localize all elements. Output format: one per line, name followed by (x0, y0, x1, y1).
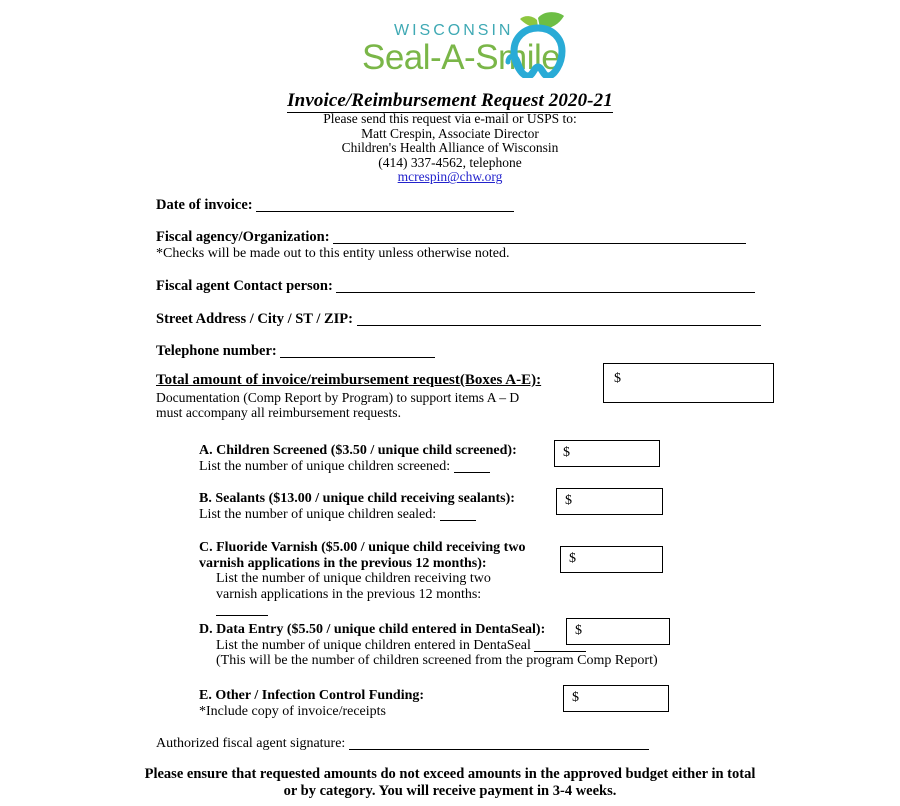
item-d-heading: D. Data Entry ($5.50 / unique child entered in DentaSeal): (199, 622, 546, 637)
fiscal-agency-note: *Checks will be made out to this entity unless otherwise noted. (156, 246, 510, 261)
total-note-line-2: must accompany all reimbursement requests. (156, 405, 401, 421)
date-of-invoice-input[interactable] (256, 211, 514, 212)
item-c-currency-symbol: $ (569, 551, 576, 566)
date-of-invoice-label: Date of invoice: (156, 197, 253, 213)
field-address (156, 311, 761, 328)
page-title (0, 90, 900, 112)
contact-instruction: Please send this request via e-mail or USPS to: (323, 111, 577, 126)
item-a-amount-box[interactable] (554, 440, 660, 467)
item-b-sub-label: List the number of unique children sealed: (199, 506, 437, 522)
item-e-amount-box[interactable] (563, 685, 669, 712)
item-d-count-input[interactable] (534, 651, 586, 652)
item-e-heading: E. Other / Infection Control Funding: (199, 688, 425, 703)
item-a-count-input[interactable] (454, 472, 490, 473)
total-amount-heading: Total amount of invoice/reimbursement request(Boxes A-E): (156, 372, 542, 388)
item-b-count-input[interactable] (440, 520, 476, 521)
logo-brand-text: Seal-A-Smile (362, 38, 561, 77)
item-b-subline (199, 507, 515, 523)
item-b (199, 491, 515, 522)
signature-input[interactable] (349, 749, 649, 750)
fiscal-agency-label: Fiscal agency/Organization: (156, 229, 330, 245)
item-b-amount-box[interactable] (556, 488, 663, 515)
closing-line-2: or by category. You will receive payment in 3-4 weeks. (283, 783, 617, 799)
item-a-subline (199, 459, 517, 475)
item-e-currency-symbol: $ (572, 690, 579, 705)
field-date-of-invoice (156, 197, 514, 214)
signature-label: Authorized fiscal agent signature: (156, 736, 346, 751)
item-b-currency-symbol: $ (565, 493, 572, 508)
item-c-sub-label: List the number of unique children receiving two varnish applications in the previous 12 months: (216, 571, 491, 602)
item-a-sub-label: List the number of unique children screened: (199, 458, 451, 474)
page-title-text: Invoice/Reimbursement Request 2020-21 (287, 90, 613, 111)
contact-person-input[interactable] (336, 292, 755, 293)
total-amount-box[interactable] (603, 363, 774, 403)
closing-line-1: Please ensure that requested amounts do not exceed amounts in the approved budget either in total (144, 766, 756, 782)
item-a-heading: A. Children Screened ($3.50 / unique child screened): (199, 443, 517, 458)
item-d-note: (This will be the number of children screened from the program Comp Report) (216, 653, 658, 669)
item-c-amount-box[interactable] (560, 546, 663, 573)
item-c-subline (199, 571, 516, 618)
item-c (199, 540, 544, 618)
item-c-heading: C. Fluoride Varnish ($5.00 / unique child receiving two varnish applications in the previous 12 months): (199, 540, 526, 571)
total-amount-note (156, 390, 519, 421)
item-d-sub-label: List the number of unique children entered in DentaSeal (216, 637, 531, 653)
seal-a-smile-logo (362, 12, 572, 80)
address-input[interactable] (357, 325, 761, 326)
field-contact-person (156, 278, 755, 295)
address-label: Street Address / City / ST / ZIP: (156, 311, 353, 327)
fiscal-agency-input[interactable] (333, 243, 746, 244)
item-c-count-input[interactable] (216, 615, 268, 616)
item-e-subline: *Include copy of invoice/receipts (199, 703, 386, 719)
item-a (199, 443, 517, 474)
contact-block (0, 112, 900, 185)
contact-name: Matt Crespin, Associate Director (361, 125, 539, 141)
closing-notice (0, 766, 900, 800)
telephone-label: Telephone number: (156, 343, 277, 359)
item-d-currency-symbol: $ (575, 623, 582, 638)
contact-organization: Children's Health Alliance of Wisconsin (341, 140, 559, 156)
item-e (199, 688, 424, 719)
total-note-line-1: Documentation (Comp Report by Program) to support items A – D (156, 390, 520, 405)
item-b-heading: B. Sealants ($13.00 / unique child receiving sealants): (199, 491, 515, 506)
contact-email-link[interactable]: mcrespin@chw.org (397, 169, 503, 185)
signature-row (156, 736, 649, 752)
field-telephone (156, 343, 435, 360)
logo-wisconsin-text: WISCONSIN (394, 22, 514, 39)
contact-person-label: Fiscal agent Contact person: (156, 278, 333, 294)
field-fiscal-agency (156, 229, 746, 246)
item-a-currency-symbol: $ (563, 445, 570, 460)
total-currency-symbol: $ (614, 371, 621, 386)
contact-phone: (414) 337-4562, telephone (378, 154, 522, 170)
apple-tooth-leaf-icon (504, 12, 572, 78)
telephone-input[interactable] (280, 357, 435, 358)
item-d-amount-box[interactable] (566, 618, 670, 645)
